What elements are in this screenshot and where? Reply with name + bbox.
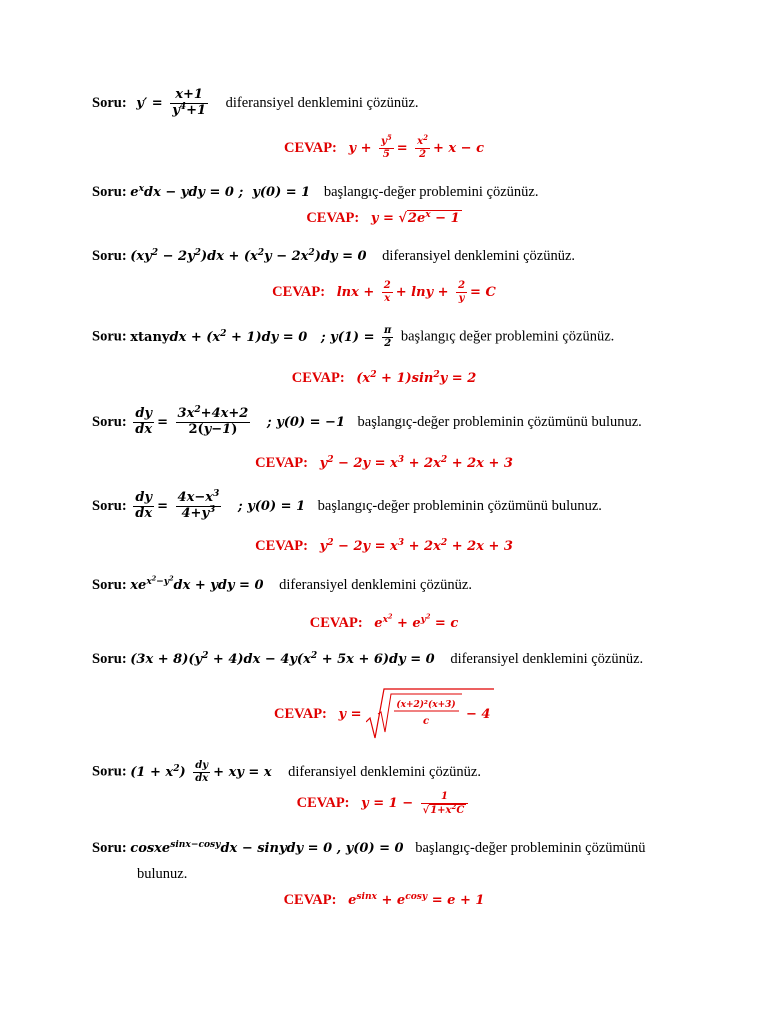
problem-text: diferansiyel denklemini çözünüz. xyxy=(225,94,419,111)
answer-equation: lnx + $\frac{2}{x}$ + lny + $\frac{2}{y}$ = C xyxy=(336,280,496,304)
problem-3-answer xyxy=(0,280,768,304)
cevap-label: CEVAP: xyxy=(291,370,345,386)
problem-text: başlangıç değer problemini çözünüz. xyxy=(400,328,615,345)
answer-equation: $e^{sinx} + e^{cosy} = e + 1$ xyxy=(348,891,485,908)
problem-5-question xyxy=(92,404,752,438)
nested-root xyxy=(366,688,494,740)
problem-8-question xyxy=(92,651,752,668)
cevap-label: CEVAP: xyxy=(296,795,350,811)
problem-4-answer xyxy=(0,370,768,387)
problem-10-answer xyxy=(0,892,768,909)
soru-label: Soru: xyxy=(92,94,127,111)
problem-text: başlangıç-değer probleminin çözümünü bulunuz. xyxy=(357,413,642,430)
equation: $xe^{x^2-y^2}dx$ + ydy = 0 xyxy=(130,574,264,593)
equation: xtanydx + $(x^2 + 1)dy = 0$ ; y(1) = $\frac{\pi}{2}$ xyxy=(130,325,392,349)
soru-label: Soru: xyxy=(92,413,127,430)
problem-10-question-cont xyxy=(137,866,768,883)
problem-text: diferansiyel denklemini çözünüz. xyxy=(288,763,481,780)
soru-label: Soru: xyxy=(92,248,127,264)
problem-2-answer xyxy=(0,210,768,227)
answer-equation: y + $\frac{y^5}{5}$ = $\frac{x^2}{2}$ + x − c xyxy=(348,133,484,160)
soru-label: Soru: xyxy=(92,840,127,856)
problem-text: diferansiyel denklemini çözünüz. xyxy=(279,577,472,593)
answer-equation: $(x^2 + 1)\sin^2y = 2$ xyxy=(356,369,477,386)
equation: $\frac{dy}{dx}$ = $\frac{4x-x^3}{4+y^3}$ ; y(0) = 1 xyxy=(135,488,310,521)
cevap-label: CEVAP: xyxy=(283,892,337,908)
problem-9-answer xyxy=(0,791,768,816)
cevap-label: CEVAP: xyxy=(283,139,337,156)
problem-7-question xyxy=(92,574,752,594)
equation: $e^xdx$ − ydy = 0 ; y(0) = 1 xyxy=(130,183,311,200)
problem-text: bulunuz. xyxy=(137,866,188,882)
soru-label: Soru: xyxy=(92,328,127,345)
problem-10-question xyxy=(92,840,752,857)
problem-9-question xyxy=(92,760,752,784)
problem-text: başlangıç-değer problemini çözünüz. xyxy=(323,184,539,200)
equation: $(xy^2 - 2y^2)dx + (x^2y - 2x^2)dy = 0$ xyxy=(130,247,367,264)
problem-text: diferansiyel denklemini çözünüz. xyxy=(382,248,576,264)
problem-2-question xyxy=(92,184,752,201)
soru-label: Soru: xyxy=(92,497,127,514)
cevap-label: CEVAP: xyxy=(273,705,327,722)
soru-label: Soru: xyxy=(92,651,127,667)
answer-equation: y = 1 − $\frac{1}{√1+x^2C}$ xyxy=(361,796,471,811)
answer-equation: y = (x+2)²(x+3) c − 4 xyxy=(339,707,495,722)
answer-equation: $y = √2e^x - 1$ xyxy=(370,209,460,226)
svg-text:− 4: − 4 xyxy=(466,707,491,722)
problem-8-answer xyxy=(0,688,768,740)
problem-3-question xyxy=(92,248,752,265)
problem-1-question xyxy=(92,88,752,119)
problem-4-question xyxy=(92,325,752,349)
answer-equation: $y^2 - 2y = x^3 + 2x^2 + 2x + 3$ xyxy=(319,537,513,554)
problem-6-question xyxy=(92,488,752,522)
equation: $(3x + 8)(y^2 + 4)dx - 4y(x^2 + 5x + 6)dy = 0$ xyxy=(130,650,435,667)
problem-text: başlangıç-değer probleminin çözümünü bulunuz. xyxy=(317,497,602,514)
svg-text:(x+2)²(x+3): (x+2)²(x+3) xyxy=(396,700,456,710)
equation: y′ = $\frac{x+1}{y^4+1}$ xyxy=(136,87,207,118)
soru-label: Soru: xyxy=(92,577,127,593)
answer-equation: $e^{x^2} + e^{y^2} = c$ xyxy=(374,612,459,631)
problem-6-answer xyxy=(0,538,768,555)
problem-1-answer xyxy=(0,133,768,160)
problem-text: başlangıç-değer probleminin çözümünü xyxy=(415,840,646,856)
svg-text:c: c xyxy=(422,716,430,727)
equation: $\frac{dy}{dx}$ = $\frac{3x^2+4x+2}{2(y-1)}$ ; y(0) = −1 xyxy=(135,404,350,437)
equation: $(1 + x^2)$ $\frac{dy}{dx}$ + xy = x xyxy=(130,760,277,784)
cevap-label: CEVAP: xyxy=(255,538,308,554)
problem-7-answer xyxy=(0,612,768,632)
answer-equation: $y^2 - 2y = x^3 + 2x^2 + 2x + 3$ xyxy=(319,454,513,471)
cevap-label: CEVAP: xyxy=(306,210,360,226)
cevap-label: CEVAP: xyxy=(255,455,308,471)
cevap-label: CEVAP: xyxy=(309,615,363,631)
equation: cosxe$^{sinx-cosy}$dx − sinydy = 0 , y(0) = 0 xyxy=(130,839,404,856)
problem-5-answer xyxy=(0,455,768,472)
soru-label: Soru: xyxy=(92,763,127,780)
problem-text: diferansiyel denklemini çözünüz. xyxy=(450,651,644,667)
cevap-label: CEVAP: xyxy=(272,283,326,300)
soru-label: Soru: xyxy=(92,184,127,200)
